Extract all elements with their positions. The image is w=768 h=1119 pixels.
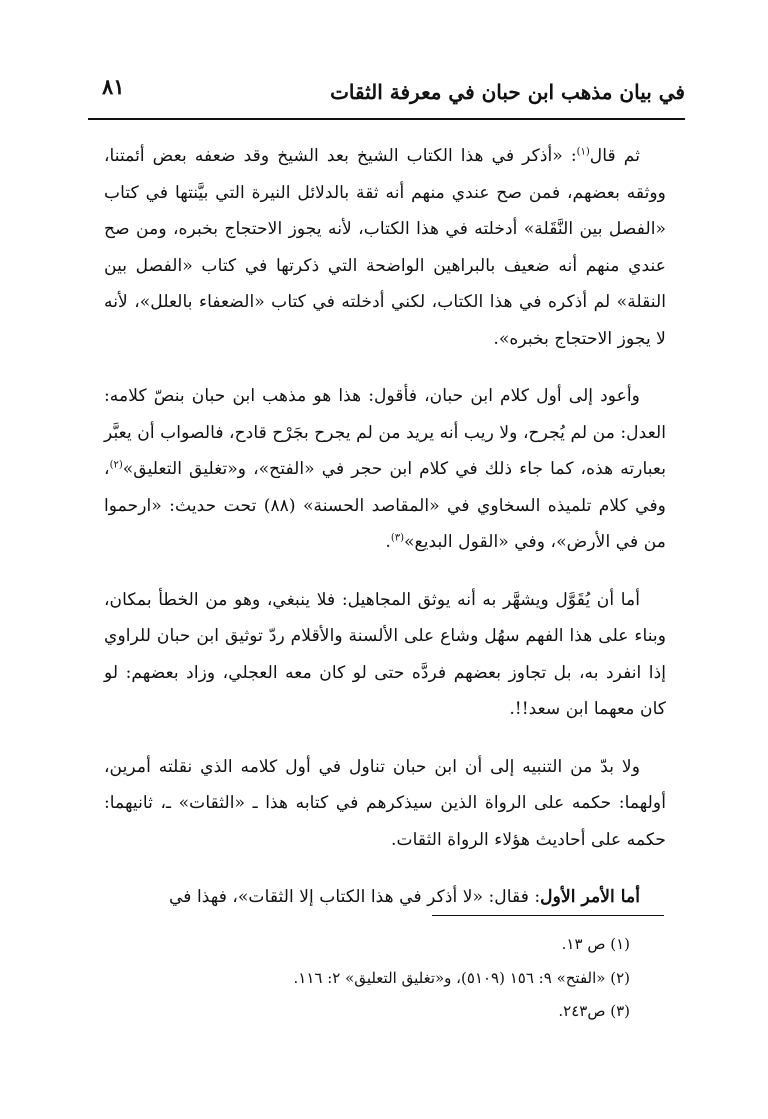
paragraph-4-text: ولا بدّ من التنبيه إلى أن ابن حبان تناول في أول كلامه الذي نقلته أمرين، أولهما: حكمه على الرواة الذين سيذكرهم في كتابه هذا ـ «الثقات» ـ، ثانيهما: حكمه على أحاديث هؤلاء الرواة الثقات. [104,756,666,850]
page-header [88,70,685,120]
paragraph-3 [104,582,666,728]
footnote-ref-1: (١) [576,146,590,158]
paragraph-1-text: : «أذكر في هذا الكتاب الشيخ بعد الشيخ وقد ضعفه بعض أئمتنا، ووثقه بعضهم، فمن صح عندي منهم أنه ثقة بالدلائل النيرة التي بيَّنتها في كتاب «الفصل بين النَّقَلة» أدخلته في هذا الكتاب، لأنه يجوز الاحتجاج بخبره، ومن صح عندي منهم أنه ضعيف بالبراهين الواضحة التي ذكرتها في كتاب «الفصل بين النقلة» لم أذكره في هذا الكتاب، لكني أدخلته في كتاب «الضعفاء بالعلل»، لأنه لا يجوز الاحتجاج بخبره». [104,146,666,349]
paragraph-2-text-1: وأعود إلى أول كلام ابن حبان، فأقول: هذا هو مذهب ابن حبان بنصّ كلامه: العدل: من لم يُجرح، ولا ريب أنه يريد من لم يجرح بجَرْح قادح، فالصواب أن يعبَّر بعبارته هذه، كما جاء ذلك في كلام ابن حجر في «الفتح»، و«تغليق التعليق» [104,386,666,479]
paragraph-3-text: أما أن يُقَوَّل ويشهَّر به أنه يوثق المجاهيل: فلا ينبغي، وهو من الخطأ بمكان، وبناء على هذا الفهم سهُل وشاع على الألسنة والأقلام ردّ توثيق ابن حبان للراوي إذا انفرد به، بل تجاوز بعضهم فردَّه حتى لو كان معه العجلي، وزاد بعضهم: لو كان معهما ابن سعد!!. [104,589,666,719]
footnote-3: (٣) ص٢٤٣. [558,1002,630,1020]
running-title: في بيان مذهب ابن حبان في معرفة الثقات [330,80,685,104]
paragraph-5-text: : فقال: «لا أذكر في هذا الكتاب إلا الثقات»، فهذا في [168,887,541,907]
paragraph-5 [104,879,666,916]
paragraph-5-heading: أما الأمر الأول [540,887,640,907]
paragraph-2 [104,378,666,561]
paragraph-2-text-2: ، وفي كلام تلميذه السخاوي في «المقاصد الحسنة» (٨٨) تحت حديث: «ارحموا من في الأرض»، وفي «القول البديع» [104,459,666,552]
paragraph-1-lead: ثم قال [589,146,640,166]
footnote-2: (٢) «الفتح» ٩: ١٥٦ (٥١٠٩)، و«تغليق التعليق» ٢: ١١٦. [293,968,630,987]
footnotes [120,928,630,1029]
footnote-ref-3: (٣) [390,532,405,544]
paragraph-1 [104,138,666,357]
footnote-1: (١) ص ١٣. [561,935,630,953]
paragraph-2-text-3: . [385,532,391,552]
footnote-ref-2: (٢) [109,459,123,471]
paragraph-4 [104,749,666,859]
footnote-separator [432,915,664,916]
page-number: ٨١ [102,74,125,99]
main-text [104,138,666,916]
